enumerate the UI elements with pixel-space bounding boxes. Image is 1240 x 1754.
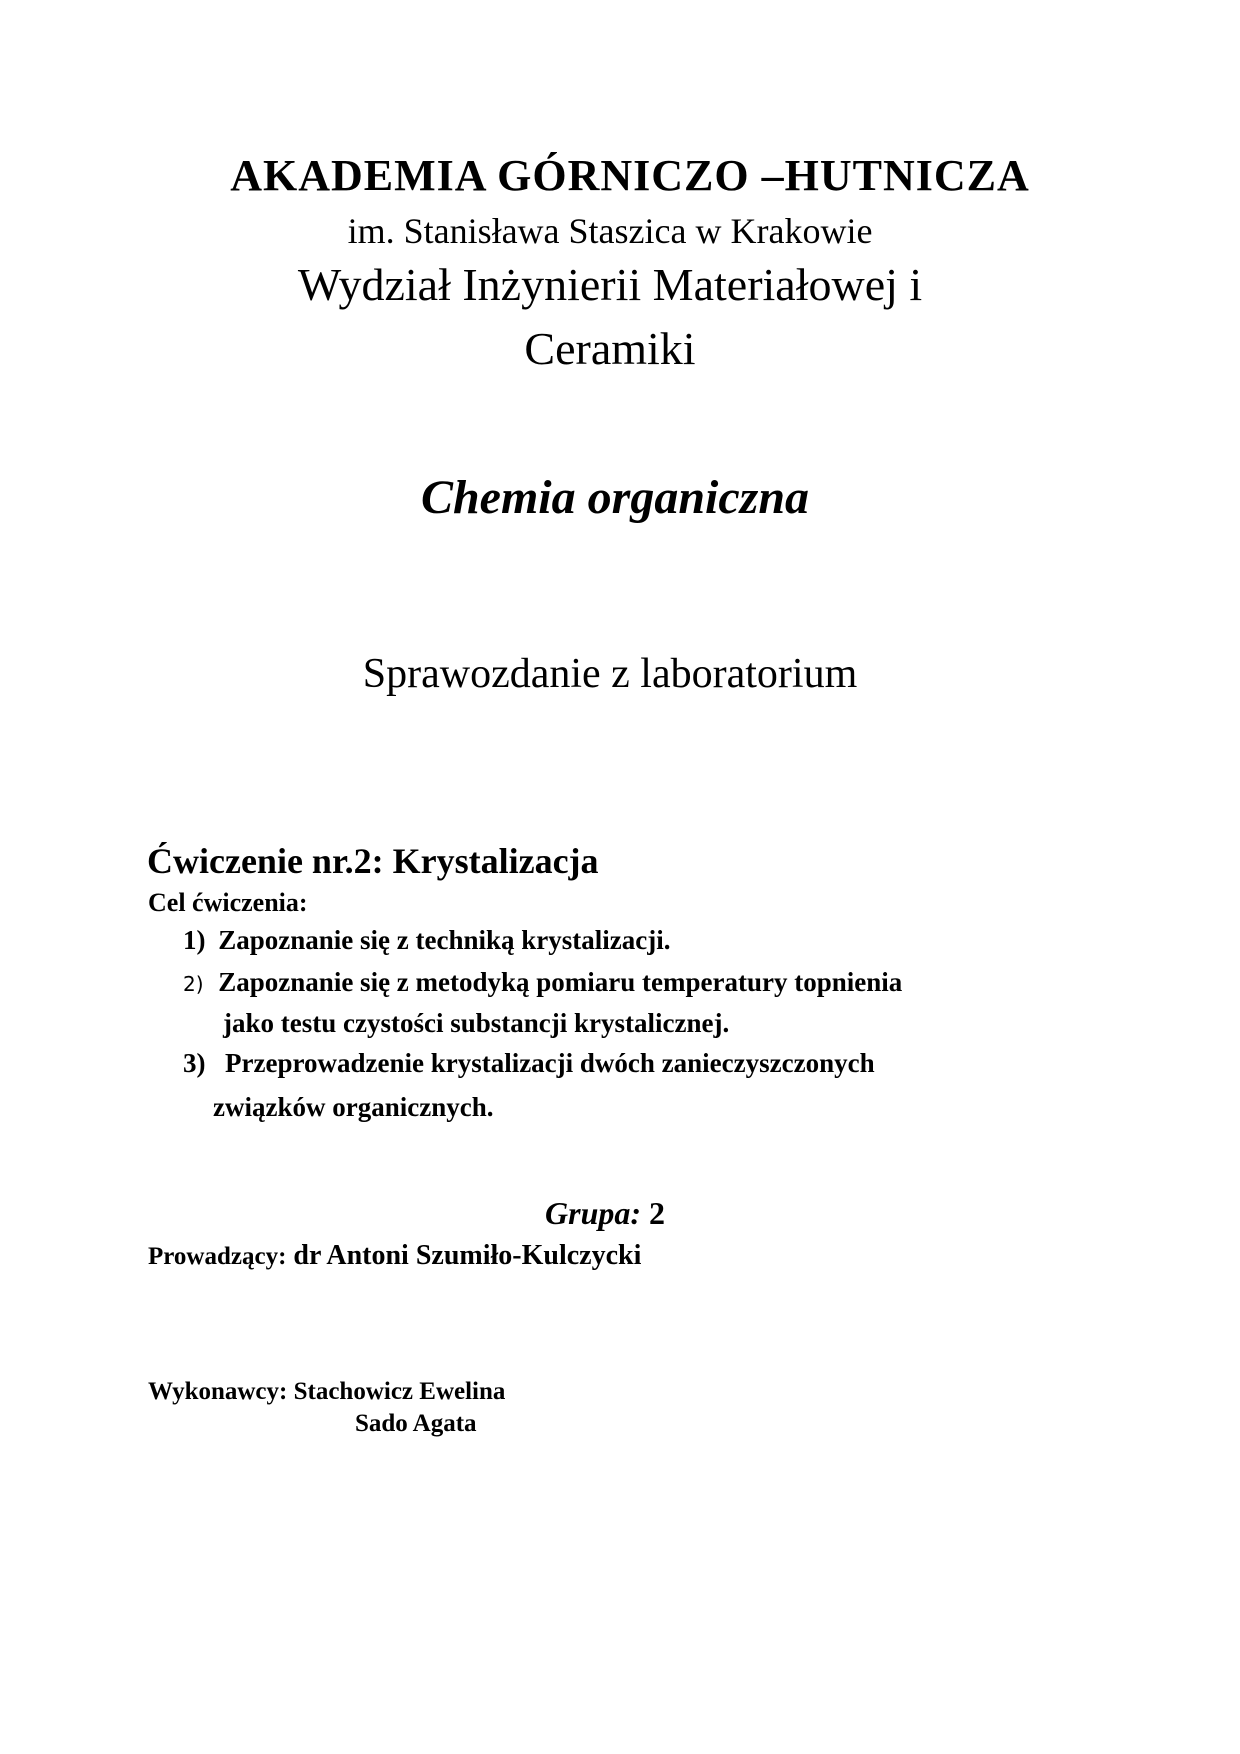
goal-number: 3) [183,1048,206,1078]
goal-number: 1) [183,925,206,955]
group-label: Grupa: [545,1195,642,1231]
course-title: Chemia organiczna [420,471,810,524]
exercise-title: Ćwiczenie nr.2: Krystalizacja [147,841,599,881]
faculty-name-line2: Ceramiki [524,323,696,374]
goal-number: 2) [183,972,204,996]
university-name: AKADEMIA GÓRNICZO –HUTNICZA [230,151,1030,200]
university-patron: im. Stanisława Staszica w Krakowie [347,211,873,251]
goal-item-1 [183,925,670,956]
goal-text: Zapoznanie się z metodyką pomiaru temperatury topnienia [218,967,903,997]
goal-text: Zapoznanie się z techniką krystalizacji. [218,925,671,955]
goal-item-3 [183,1048,875,1079]
supervisor-name: dr Antoni Szumiło-Kulczycki [293,1240,642,1271]
authors-label: Wykonawcy: [148,1378,288,1405]
goal-item-2 [183,967,902,998]
report-type: Sprawozdanie z laboratorium [362,651,858,697]
faculty-name-line1: Wydział Inżynierii Materiałowej i [297,259,923,310]
author-name: Sado Agata [355,1410,477,1437]
group-value: 2 [649,1195,666,1231]
goal-label: Cel ćwiczenia: [148,888,308,917]
goal-text: Przeprowadzenie krystalizacji dwóch zanieczyszczonych [218,1048,875,1078]
authors-info [148,1378,505,1406]
author-name: Stachowicz Ewelina [293,1378,506,1405]
supervisor-label: Prowadzący: [148,1243,287,1270]
goal-item-2-cont: jako testu czystości substancji krystalicznej. [223,1008,730,1038]
supervisor-info [148,1240,641,1272]
goal-item-3-cont: związków organicznych. [213,1092,494,1122]
group-info [545,1195,665,1232]
